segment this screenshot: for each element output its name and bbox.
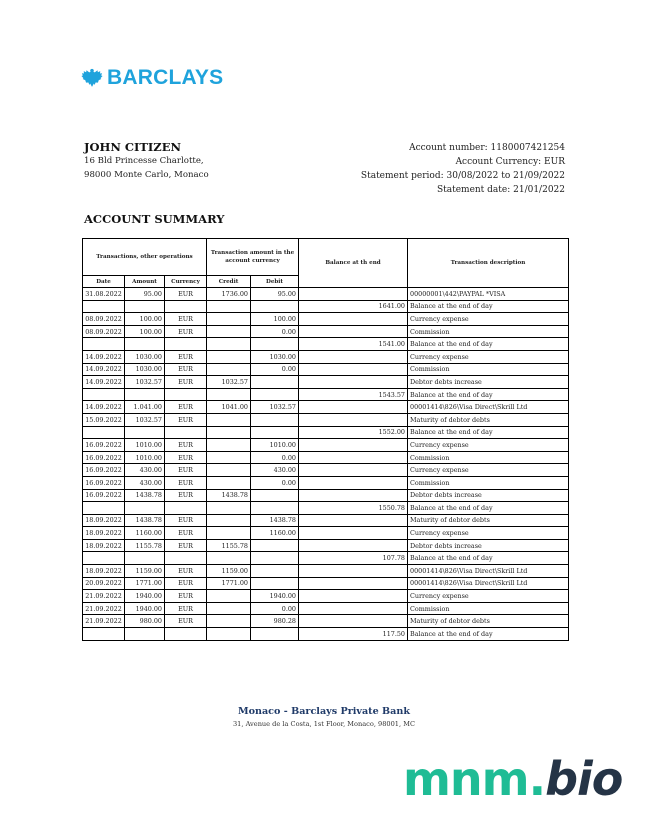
cell-date: 18.09.2022 <box>83 527 125 540</box>
cell-description: Balance at the end of day <box>408 628 569 641</box>
account-info-block <box>361 141 565 197</box>
cell-currency: EUR <box>165 514 207 527</box>
cell-balance <box>299 288 408 301</box>
table-row <box>83 476 569 489</box>
cell-amount: 1010.00 <box>125 439 165 452</box>
cell-balance: 107.78 <box>299 552 408 565</box>
cell-description: Currency expense <box>408 464 569 477</box>
cell-debit <box>251 502 299 515</box>
cell-debit: 1032.57 <box>251 401 299 414</box>
cell-date <box>83 552 125 565</box>
footer-address: 31, Avenue de la Costa, 1st Floor, Monaco, 98001, MC <box>232 720 415 728</box>
cell-balance <box>299 489 408 502</box>
cell-debit: 95.00 <box>251 288 299 301</box>
cell-currency <box>165 552 207 565</box>
cell-amount <box>125 300 165 313</box>
account-currency: Account Currency: EUR <box>455 157 565 167</box>
cell-balance <box>299 590 408 603</box>
cell-amount <box>125 388 165 401</box>
table-row <box>83 539 569 552</box>
cell-date: 15.09.2022 <box>83 413 125 426</box>
cell-currency: EUR <box>165 476 207 489</box>
account-number: Account number: 1180007421254 <box>409 143 565 153</box>
header-amount-in-currency: Transaction amount in the account currency <box>207 239 299 276</box>
cell-balance <box>299 514 408 527</box>
cell-balance <box>299 577 408 590</box>
cell-date: 16.09.2022 <box>83 476 125 489</box>
cell-debit <box>251 338 299 351</box>
watermark-part2: bio <box>545 752 623 806</box>
section-title: ACCOUNT SUMMARY <box>84 212 225 226</box>
cell-debit <box>251 300 299 313</box>
cell-description: Currency expense <box>408 439 569 452</box>
cell-amount: 1160.00 <box>125 527 165 540</box>
table-row <box>83 325 569 338</box>
cell-amount: 1.041.00 <box>125 401 165 414</box>
cell-description: Currency expense <box>408 350 569 363</box>
cell-credit <box>207 439 251 452</box>
cell-debit <box>251 376 299 389</box>
cell-description: Balance at the end of day <box>408 300 569 313</box>
balance-row <box>83 300 569 313</box>
cell-date: 14.09.2022 <box>83 376 125 389</box>
cell-balance <box>299 451 408 464</box>
column-header-debit: Debit <box>251 276 299 288</box>
cell-debit: 980.28 <box>251 615 299 628</box>
table-row <box>83 413 569 426</box>
cell-credit: 1736.00 <box>207 288 251 301</box>
cell-balance <box>299 376 408 389</box>
table-row <box>83 615 569 628</box>
cell-description: Maturity of debtor debts <box>408 514 569 527</box>
cell-amount: 430.00 <box>125 464 165 477</box>
cell-currency <box>165 502 207 515</box>
cell-currency: EUR <box>165 325 207 338</box>
cell-credit: 1438.78 <box>207 489 251 502</box>
cell-credit <box>207 514 251 527</box>
cell-description: Balance at the end of day <box>408 388 569 401</box>
cell-balance <box>299 439 408 452</box>
statement-period: Statement period: 30/08/2022 to 21/09/2022 <box>360 171 565 181</box>
cell-date: 18.09.2022 <box>83 514 125 527</box>
cell-balance: 1641.00 <box>299 300 408 313</box>
table-row <box>83 451 569 464</box>
cell-balance: 1541.00 <box>299 338 408 351</box>
cell-description: Debtor debts increase <box>408 376 569 389</box>
eagle-icon <box>81 67 103 89</box>
holder-address-line2: 98000 Monte Carlo, Monaco <box>84 170 209 180</box>
cell-balance <box>299 464 408 477</box>
cell-description: Commission <box>408 325 569 338</box>
cell-date: 20.09.2022 <box>83 577 125 590</box>
footer <box>0 706 648 728</box>
cell-credit <box>207 300 251 313</box>
cell-currency: EUR <box>165 602 207 615</box>
cell-currency: EUR <box>165 577 207 590</box>
cell-date <box>83 628 125 641</box>
watermark <box>403 752 622 806</box>
balance-row <box>83 552 569 565</box>
cell-currency: EUR <box>165 565 207 578</box>
cell-credit <box>207 602 251 615</box>
table-row <box>83 363 569 376</box>
cell-description: Currency expense <box>408 590 569 603</box>
column-header-date: Date <box>83 276 125 288</box>
cell-description: Balance at the end of day <box>408 426 569 439</box>
cell-debit: 430.00 <box>251 464 299 477</box>
barclays-logo <box>81 66 223 90</box>
column-header-amount: Amount <box>125 276 165 288</box>
cell-credit <box>207 628 251 641</box>
account-holder-block <box>84 141 209 182</box>
cell-description: 00001414\826\Visa Direct\Skrill Ltd <box>408 565 569 578</box>
cell-date <box>83 300 125 313</box>
cell-balance <box>299 313 408 326</box>
cell-description: 00001414\826\Visa Direct\Skrill Ltd <box>408 401 569 414</box>
cell-debit <box>251 413 299 426</box>
cell-date: 21.09.2022 <box>83 602 125 615</box>
cell-description: Commission <box>408 602 569 615</box>
cell-currency: EUR <box>165 363 207 376</box>
cell-credit: 1041.00 <box>207 401 251 414</box>
cell-debit: 0.00 <box>251 451 299 464</box>
cell-date: 21.09.2022 <box>83 615 125 628</box>
balance-row <box>83 338 569 351</box>
table-row <box>83 514 569 527</box>
cell-amount: 1771.00 <box>125 577 165 590</box>
cell-balance <box>299 401 408 414</box>
cell-date: 08.09.2022 <box>83 313 125 326</box>
balance-row <box>83 628 569 641</box>
watermark-part1: mnm. <box>403 752 546 806</box>
cell-balance: 117.50 <box>299 628 408 641</box>
cell-debit <box>251 552 299 565</box>
cell-balance: 1552.00 <box>299 426 408 439</box>
cell-credit <box>207 464 251 477</box>
cell-amount: 1030.00 <box>125 363 165 376</box>
cell-date: 31.08.2022 <box>83 288 125 301</box>
cell-currency: EUR <box>165 439 207 452</box>
cell-debit: 1438.78 <box>251 514 299 527</box>
table-row <box>83 401 569 414</box>
statement-date: Statement date: 21/01/2022 <box>436 185 565 195</box>
brand-name: BARCLAYS <box>107 66 224 89</box>
cell-amount: 980.00 <box>125 615 165 628</box>
cell-currency: EUR <box>165 615 207 628</box>
cell-amount: 1010.00 <box>125 451 165 464</box>
cell-date: 16.09.2022 <box>83 451 125 464</box>
cell-debit: 0.00 <box>251 476 299 489</box>
cell-date: 14.09.2022 <box>83 350 125 363</box>
cell-date <box>83 388 125 401</box>
cell-amount: 1155.78 <box>125 539 165 552</box>
cell-debit <box>251 628 299 641</box>
cell-credit <box>207 590 251 603</box>
cell-currency: EUR <box>165 464 207 477</box>
cell-balance <box>299 565 408 578</box>
cell-credit <box>207 350 251 363</box>
cell-credit <box>207 451 251 464</box>
table-row <box>83 577 569 590</box>
cell-credit <box>207 325 251 338</box>
column-header-credit: Credit <box>207 276 251 288</box>
cell-amount: 430.00 <box>125 476 165 489</box>
cell-credit: 1159.00 <box>207 565 251 578</box>
cell-credit <box>207 413 251 426</box>
cell-description: Currency expense <box>408 313 569 326</box>
cell-currency: EUR <box>165 413 207 426</box>
table-row <box>83 288 569 301</box>
cell-amount: 1032.57 <box>125 413 165 426</box>
cell-credit <box>207 426 251 439</box>
cell-date: 18.09.2022 <box>83 539 125 552</box>
cell-amount <box>125 628 165 641</box>
table-row <box>83 350 569 363</box>
transactions-table <box>82 238 569 641</box>
cell-description: Commission <box>408 451 569 464</box>
cell-date: 08.09.2022 <box>83 325 125 338</box>
cell-currency: EUR <box>165 313 207 326</box>
cell-amount: 1030.00 <box>125 350 165 363</box>
cell-currency: EUR <box>165 350 207 363</box>
cell-debit: 1940.00 <box>251 590 299 603</box>
cell-currency: EUR <box>165 376 207 389</box>
cell-description: Balance at the end of day <box>408 502 569 515</box>
cell-description: Balance at the end of day <box>408 552 569 565</box>
cell-date: 16.09.2022 <box>83 439 125 452</box>
table-row <box>83 602 569 615</box>
cell-currency <box>165 300 207 313</box>
cell-credit <box>207 388 251 401</box>
cell-balance <box>299 602 408 615</box>
cell-amount: 1940.00 <box>125 590 165 603</box>
cell-credit <box>207 363 251 376</box>
cell-balance <box>299 476 408 489</box>
cell-balance: 1543.57 <box>299 388 408 401</box>
table-row <box>83 439 569 452</box>
table-row <box>83 464 569 477</box>
balance-row <box>83 388 569 401</box>
cell-debit: 1030.00 <box>251 350 299 363</box>
cell-date <box>83 502 125 515</box>
cell-debit <box>251 426 299 439</box>
table-row <box>83 590 569 603</box>
cell-date: 18.09.2022 <box>83 565 125 578</box>
cell-currency: EUR <box>165 288 207 301</box>
cell-amount: 95.00 <box>125 288 165 301</box>
cell-balance <box>299 615 408 628</box>
cell-balance <box>299 413 408 426</box>
cell-description: Commission <box>408 476 569 489</box>
cell-debit: 0.00 <box>251 325 299 338</box>
cell-balance <box>299 527 408 540</box>
column-header-currency: Currency <box>165 276 207 288</box>
table-row <box>83 565 569 578</box>
cell-balance <box>299 539 408 552</box>
cell-balance <box>299 325 408 338</box>
cell-credit <box>207 313 251 326</box>
cell-description: 00000001\442\PAYPAL *VISA <box>408 288 569 301</box>
header-transactions: Transactions, other operations <box>83 239 207 276</box>
cell-credit: 1155.78 <box>207 539 251 552</box>
header-description: Transaction description <box>408 239 569 288</box>
balance-row <box>83 426 569 439</box>
cell-date: 16.09.2022 <box>83 489 125 502</box>
cell-amount: 100.00 <box>125 313 165 326</box>
cell-debit <box>251 577 299 590</box>
cell-date <box>83 426 125 439</box>
cell-description: Commission <box>408 363 569 376</box>
cell-currency <box>165 338 207 351</box>
cell-credit: 1032.57 <box>207 376 251 389</box>
balance-row <box>83 502 569 515</box>
table-row <box>83 489 569 502</box>
cell-debit: 100.00 <box>251 313 299 326</box>
cell-amount: 1159.00 <box>125 565 165 578</box>
cell-description: Debtor debts increase <box>408 539 569 552</box>
cell-debit: 0.00 <box>251 363 299 376</box>
holder-name: JOHN CITIZEN <box>84 140 181 154</box>
cell-description: Debtor debts increase <box>408 489 569 502</box>
cell-amount <box>125 426 165 439</box>
cell-balance <box>299 363 408 376</box>
cell-description: Maturity of debtor debts <box>408 615 569 628</box>
cell-debit <box>251 388 299 401</box>
cell-currency <box>165 628 207 641</box>
header-balance: Balance at th end <box>299 239 408 288</box>
cell-date: 14.09.2022 <box>83 363 125 376</box>
transactions-body <box>83 288 569 641</box>
cell-balance <box>299 350 408 363</box>
footer-bank-name: Monaco - Barclays Private Bank <box>237 706 411 717</box>
cell-amount <box>125 552 165 565</box>
cell-currency: EUR <box>165 451 207 464</box>
cell-currency <box>165 426 207 439</box>
cell-debit: 1160.00 <box>251 527 299 540</box>
cell-currency: EUR <box>165 489 207 502</box>
cell-description: 00001414\826\Visa Direct\Skrill Ltd <box>408 577 569 590</box>
cell-balance: 1550.78 <box>299 502 408 515</box>
table-row <box>83 313 569 326</box>
cell-debit: 1010.00 <box>251 439 299 452</box>
cell-credit <box>207 476 251 489</box>
cell-amount: 1032.57 <box>125 376 165 389</box>
cell-debit: 0.00 <box>251 602 299 615</box>
cell-date: 16.09.2022 <box>83 464 125 477</box>
cell-credit <box>207 552 251 565</box>
cell-description: Maturity of debtor debts <box>408 413 569 426</box>
cell-debit <box>251 489 299 502</box>
cell-currency: EUR <box>165 401 207 414</box>
cell-debit <box>251 565 299 578</box>
cell-credit <box>207 615 251 628</box>
cell-description: Balance at the end of day <box>408 338 569 351</box>
cell-amount: 1438.78 <box>125 514 165 527</box>
cell-date: 14.09.2022 <box>83 401 125 414</box>
holder-address-line1: 16 Bld Princesse Charlotte, <box>84 156 204 166</box>
table-row <box>83 527 569 540</box>
cell-amount: 1940.00 <box>125 602 165 615</box>
cell-credit: 1771.00 <box>207 577 251 590</box>
cell-credit <box>207 502 251 515</box>
cell-currency: EUR <box>165 527 207 540</box>
cell-amount <box>125 502 165 515</box>
cell-description: Currency expense <box>408 527 569 540</box>
cell-date <box>83 338 125 351</box>
table-row <box>83 376 569 389</box>
cell-currency <box>165 388 207 401</box>
cell-credit <box>207 338 251 351</box>
cell-amount <box>125 338 165 351</box>
cell-amount: 1438.78 <box>125 489 165 502</box>
cell-currency: EUR <box>165 539 207 552</box>
cell-debit <box>251 539 299 552</box>
cell-credit <box>207 527 251 540</box>
cell-date: 21.09.2022 <box>83 590 125 603</box>
cell-amount: 100.00 <box>125 325 165 338</box>
cell-currency: EUR <box>165 590 207 603</box>
